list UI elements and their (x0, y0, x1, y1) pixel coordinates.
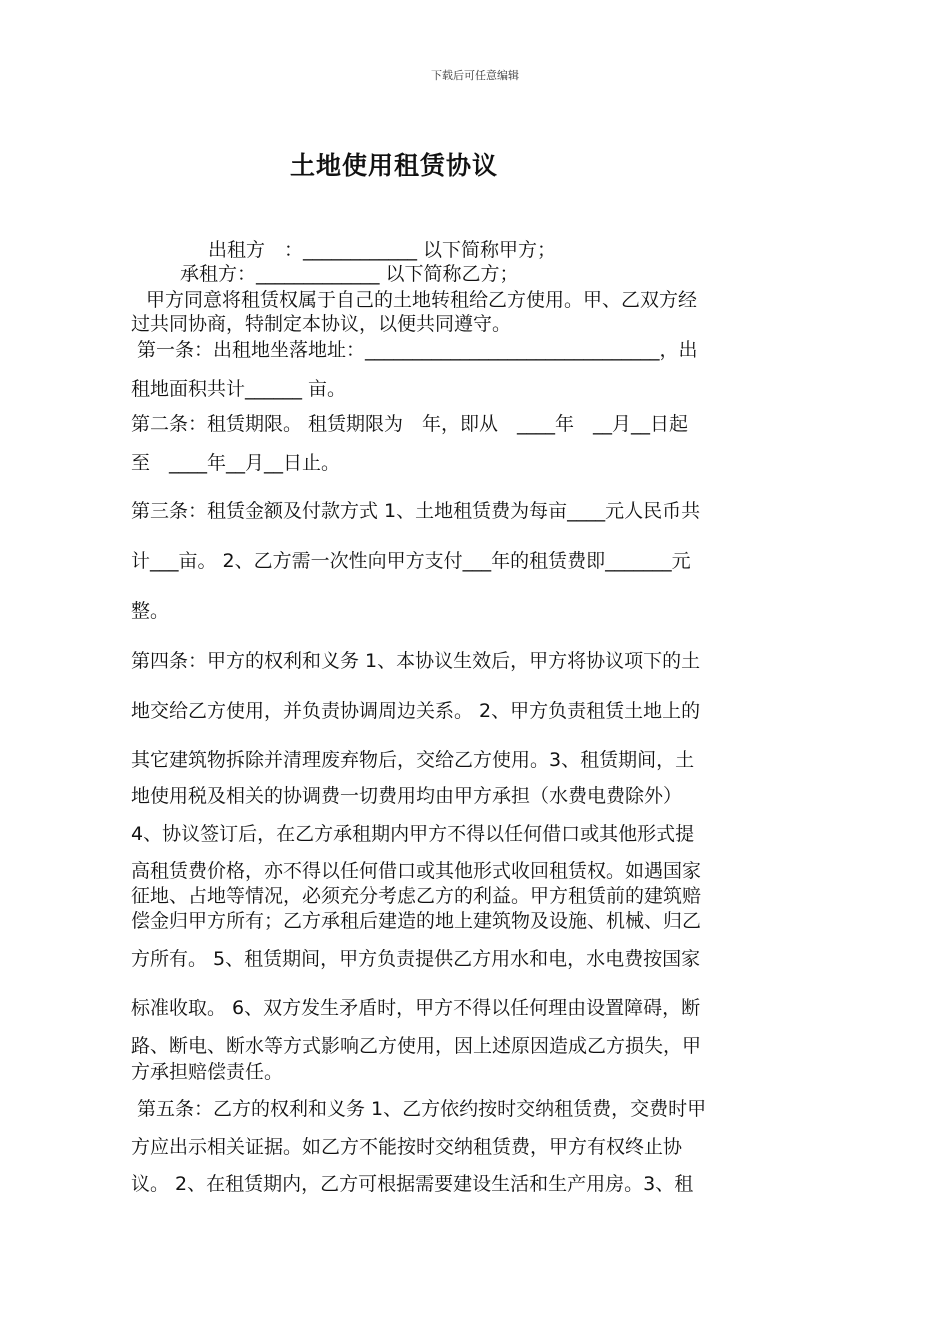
article-4-line: 偿金归甲方所有；乙方承租后建造的地上建筑物及设施、机械、归乙 (131, 910, 702, 932)
article-2-line: 第二条：租赁期限。 租赁期限为 年，即从 ____年 __月__日起 (131, 413, 689, 435)
article-2-line: 至 ____年__月__日止。 (131, 452, 341, 474)
article-4-line: 方承担赔偿责任。 (131, 1061, 284, 1083)
article-1-line: 第一条：出租地坐落地址：_______________________________，出 (137, 339, 698, 361)
article-3-line: 计___亩。 2、乙方需一次性向甲方支付___年的租赁费即_______元 (131, 550, 691, 572)
article-3-line: 整。 (131, 600, 170, 622)
paragraph-line: 过共同协商，特制定本协议，以便共同遵守。 (131, 313, 512, 335)
document-title: 土地使用租赁协议 (290, 151, 499, 180)
article-4-line: 地使用税及相关的协调费一切费用均由甲方承担（水费电费除外） (131, 785, 683, 807)
lessor-line: 出租方 ：____________ 以下简称甲方； (208, 239, 557, 261)
article-4-line: 方所有。 5、租赁期间，甲方负责提供乙方用水和电，水电费按国家 (131, 948, 701, 970)
article-4-line: 路、断电、断水等方式影响乙方使用，因上述原因造成乙方损失，甲 (131, 1035, 702, 1057)
paragraph-line: 甲方同意将租赁权属于自己的土地转租给乙方使用。甲、乙双方经 (146, 289, 698, 311)
lessee-line: 承租方：_____________ 以下简称乙方； (180, 263, 519, 285)
article-4-line: 第四条：甲方的权利和义务 1、本协议生效后，甲方将协议项下的土 (131, 650, 701, 672)
article-4-line: 其它建筑物拆除并清理废弃物后，交给乙方使用。3、租赁期间，土 (131, 749, 695, 771)
article-4-line: 地交给乙方使用，并负责协调周边关系。 2、甲方负责租赁土地上的 (131, 700, 701, 722)
article-4-line: 4、协议签订后，在乙方承租期内甲方不得以任何借口或其他形式提 (131, 823, 695, 845)
article-4-line: 标准收取。 6、双方发生矛盾时，甲方不得以任何理由设置障碍，断 (131, 997, 701, 1019)
article-3-line: 第三条：租赁金额及付款方式 1、土地租赁费为每亩____元人民币共 (131, 500, 701, 522)
article-5-line: 议。 2、在租赁期内，乙方可根据需要建设生活和生产用房。3、租 (131, 1173, 694, 1195)
page-header: 下载后可任意编辑 (431, 69, 519, 82)
article-4-line: 高租赁费价格，亦不得以任何借口或其他形式收回租赁权。如遇国家 (131, 860, 702, 882)
article-1-line: 租地面积共计______ 亩。 (131, 378, 347, 400)
article-4-line: 征地、占地等情况，必须充分考虑乙方的利益。甲方租赁前的建筑赔 (131, 885, 702, 907)
article-5-line: 方应出示相关证据。如乙方不能按时交纳租赁费，甲方有权终止协 (131, 1136, 683, 1158)
article-5-line: 第五条：乙方的权利和义务 1、乙方依约按时交纳租赁费，交费时甲 (137, 1098, 707, 1120)
